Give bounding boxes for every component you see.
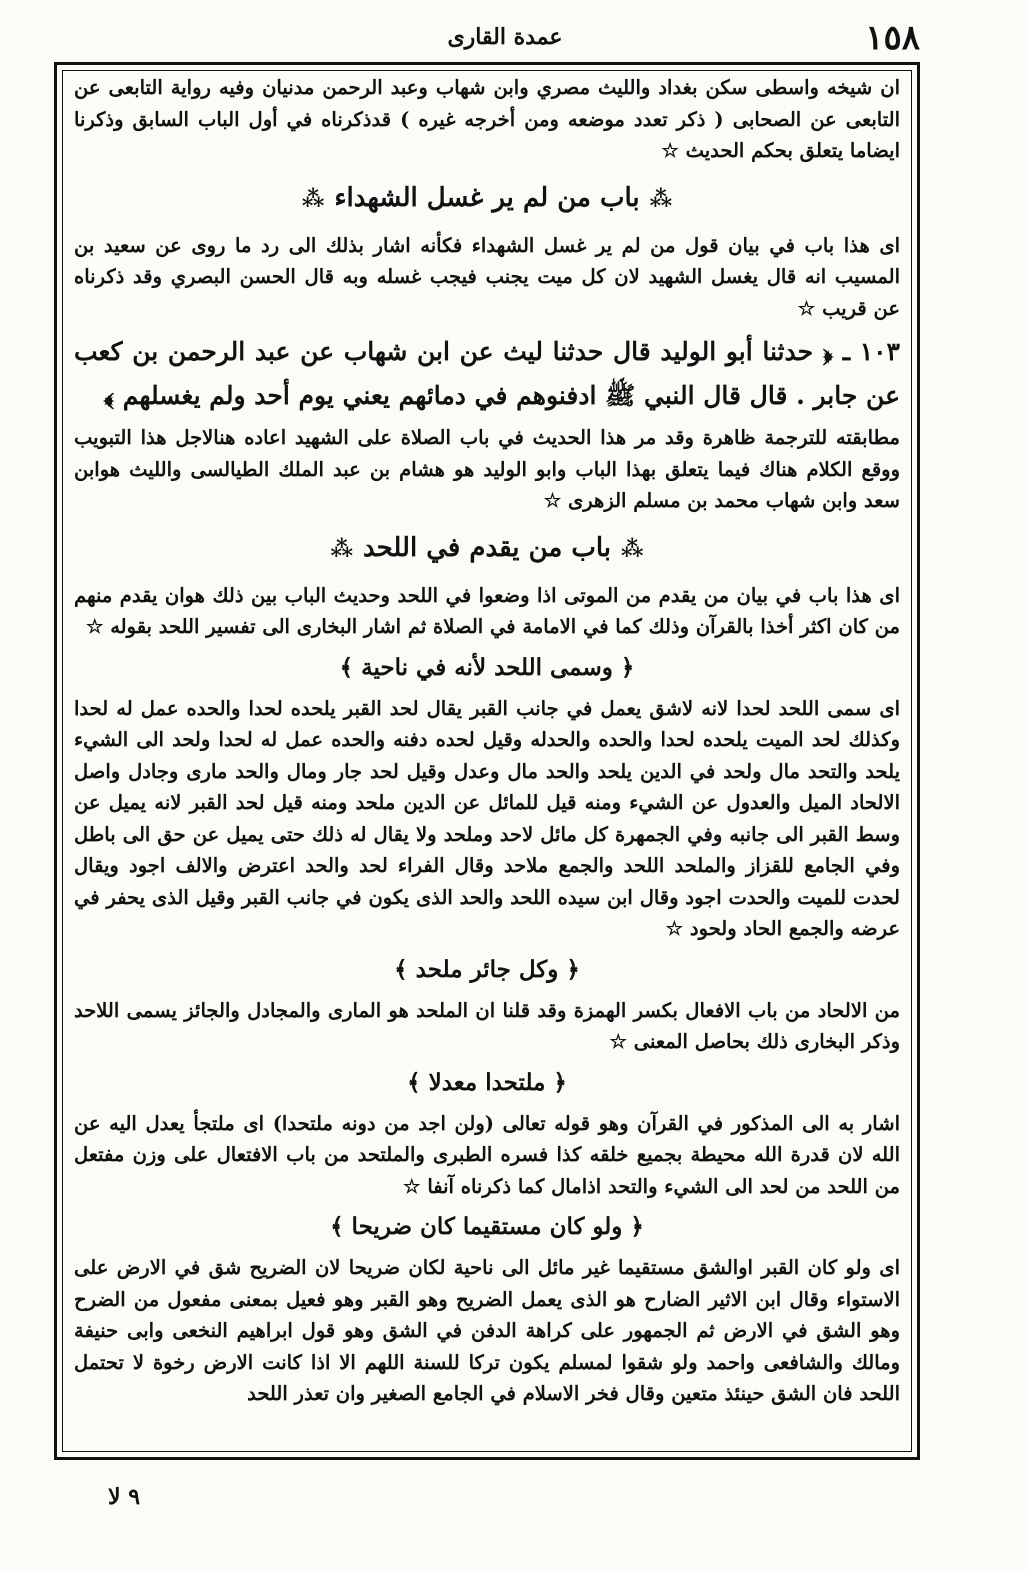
hadith-text: ١٠٣ ـ ﴿ حدثنا أبو الوليد قال حدثنا ليث عن ابن شهاب عن عبد الرحمن بن كعب عن جابر . قال قال النبي ﷺ ادفنوهم في دمائهم يعني يوم أحد ولم يغسلهم ﴾ [74,337,900,410]
page-header [90,18,920,64]
page-content [74,72,900,1410]
paragraph-commentary: من الالحاد من باب الافعال بكسر الهمزة وقد قلنا ان الملحد هو المارى والمجادل والجائز يسمى اللاحد وذكر البخارى ذلك بحاصل المعنى ☆ [74,998,900,1053]
ornament-right-icon: ⁂ [649,185,673,212]
chapter-heading-lahd [74,521,900,576]
chapter-heading-martyrs [74,171,900,226]
paragraph-intro: ان شيخه واسطى سكن بغداد والليث مصري وابن شهاب وعبد الرحمن مدنيان وفيه رواية التابعى عن التابعى عن الصحابى ( ذكر تعدد موضعه ومن أخرجه غيره ) قدذكرناه في أول الباب السابق وذكرنا ايضاما يتعلق بحكم الحديث ☆ [74,76,900,162]
running-title: عمدة القارى [447,24,563,50]
paragraph-commentary: اى هذا باب في بيان من يقدم من الموتى اذا وضعوا في اللحد وحديث الباب بين ذلك هوان يقدم منهم من كان اكثر أخذا بالقرآن وذلك كما في الامامة في الصلاة ثم اشار البخارى الى تفسير اللحد بقوله ☆ [74,583,900,638]
paragraph-commentary: اشار به الى المذكور في القرآن وهو قوله تعالى (ولن اجد من دونه ملتحدا) اى ملتجأ يعدل اليه عن الله لان قدرة الله محيطة بجميع خلقه كذا فسره الطبرى والملتحد من باب الافتعال على وزن مفتعل من اللحد من لحد الى الشيء والتحد اذامال كما ذكرناه آنفا ☆ [74,1111,900,1198]
ornament-left-icon: ⁂ [330,535,353,562]
sub-heading: ﴿ وسمى اللحد لأنه في ناحية ﴾ [339,653,635,681]
ornament-right-icon: ⁂ [620,535,644,562]
footer-signature-mark: ٩ لا [108,1484,141,1510]
paragraph-commentary: اى سمى اللحد لحدا لانه لاشق يعمل في جانب القبر يقال لحد القبر يلحده لحدا والحده عمل له لحدا وكذلك لحد الميت يلحده لحدا والحده والحدله وقيل لحده دفنه والحده عمل له لحدا ولحد الى الشيء يلحد والتحد مال ولحد في الدين يلحد والحد مال وعدل وقيل لحد جار ومال والحد مارى وجادل واصل الالحاد الميل والعدول عن الشيء ومنه قيل للمائل عن الدين ملحد ومنه قيل لحد القبر لانه يميل عن وسط القبر الى جانبه وفي الجمهرة كل مائل لاحد وملحد ولا يقال له ذلك حتى يميل عن حق الى باطل وفي الجامع للقزاز والملحد اللحد والجمع ملاحد وقال الفراء لحد والحد اعترض والالف اجود ويقال لحدت للميت والحدت اجود وقال ابن سيده اللحد والحد الذى يكون في جانب القبر وقيل الذى يحفر في عرضه والجمع الحاد ولحود ☆ [74,696,900,940]
paragraph-commentary: مطابقته للترجمة ظاهرة وقد مر هذا الحديث في باب الصلاة على الشهيد اعاده هنالاجل هذا التبويب ووقع الكلام هناك فيما يتعلق بهذا الباب وابو الوليد هو هشام بن عبد الملك الطيالسى والليث هوابن سعد وابن شهاب محمد بن مسلم الزهرى ☆ [74,426,900,512]
page-number: ١٥٨ [865,18,920,58]
sub-heading: ﴿ ملتحدا معدلا ﴾ [407,1068,567,1096]
chapter-heading-text: باب من لم ير غسل الشهداء [334,182,640,213]
chapter-heading-text: باب من يقدم في اللحد [363,532,611,563]
paragraph-commentary: اى هذا باب في بيان قول من لم ير غسل الشهداء فكأنه اشار بذلك الى رد ما روى عن سعيد بن المسيب انه قال يغسل الشهيد لان كل ميت يجنب فيجب غسله وبه قال الحسن البصري وقد ذكرناه عن قريب ☆ [74,233,900,320]
sub-heading: ﴿ ولو كان مستقيما كان ضريحا ﴾ [330,1213,644,1240]
sub-heading: ﴿ وكل جائر ملحد ﴾ [394,955,580,983]
ornament-left-icon: ⁂ [301,185,325,212]
paragraph-commentary: اى ولو كان القبر اوالشق مستقيما غير مائل الى ناحية لكان ضريحا لان الضريح شق في الارض على الاستواء وقال ابن الاثير الضارح هو الذى يعمل الضريح وهو القبر وهو فعيل بمعنى مفعول من الضرح وهو الشق في الارض ثم الجمهور على كراهة الدفن في الشق وهو قول ابراهيم النخعى وابى حنيفة ومالك والشافعى واحمد ولو شقوا لمسلم يكون تركا للسنة اللهم الا اذا كانت الارض رخوة لا تحتمل اللحد فان الشق حينئذ متعين وقال فخر الاسلام في الجامع الصغير وان تعذر اللحد [74,1256,900,1405]
